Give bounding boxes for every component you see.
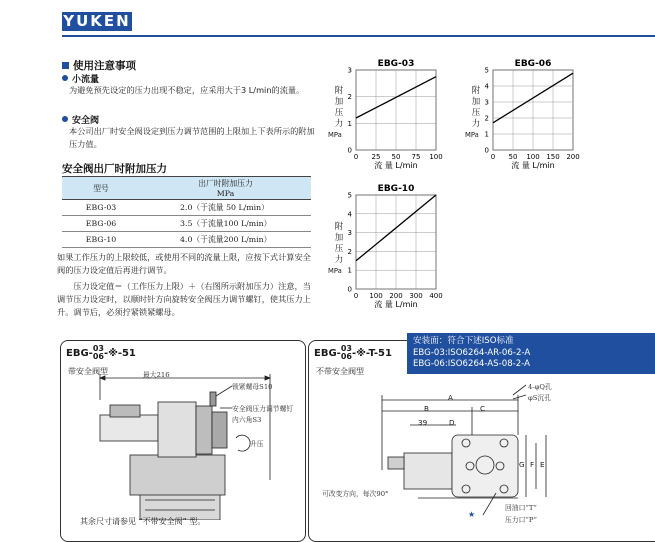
note-2-heading: 安全阀: [62, 113, 99, 126]
x-tick-label: 0: [353, 153, 359, 161]
x-tick-label: 50: [391, 153, 401, 161]
y-tick-label: 0: [484, 146, 489, 155]
y-tick-label: 0: [347, 146, 352, 155]
label-adjust-screw: 安全阀压力调节螺钉: [232, 405, 294, 413]
x-tick-label: 25: [371, 153, 381, 161]
y-tick-label: 1: [484, 130, 489, 139]
chart-3-ylabel: 附加压力: [334, 222, 344, 265]
x-tick-label: 50: [508, 153, 518, 161]
table-row: EBG-10 4.0（于流量200 L/min）: [62, 232, 311, 248]
table-row: EBG-03 2.0（于流量 50 L/min）: [62, 200, 311, 216]
x-tick-label: 100: [369, 292, 383, 300]
label-4q-holes: 4-φQ孔: [528, 383, 552, 391]
y-tick-label: 4: [484, 82, 489, 91]
x-tick-label: 100: [526, 153, 540, 161]
svg-text:★: ★: [468, 510, 476, 519]
left-footer-note: 其余尺寸请参见 “不带安全阀” 型。: [80, 517, 206, 526]
y-tick-label: 2: [484, 114, 489, 123]
y-tick-label: 5: [484, 66, 489, 75]
chart-2-yunit: MPa: [465, 131, 479, 139]
dim-b: B: [424, 404, 429, 413]
x-axis-label: 流 量 L/min: [374, 300, 418, 309]
x-tick-label: 0: [353, 292, 359, 300]
x-axis-label: 流 量 L/min: [511, 161, 555, 170]
chart-1-yunit: MPa: [328, 131, 342, 139]
table-title: 安全阀出厂时附加压力: [62, 163, 167, 175]
chart-title: EBG-10: [377, 184, 415, 194]
x-axis-label: 流 量 L/min: [374, 161, 418, 170]
label-s-counterbore: φS沉孔: [528, 394, 552, 402]
dim-f: F: [530, 460, 535, 469]
y-tick-label: 4: [347, 210, 352, 219]
x-tick-label: 200: [389, 292, 403, 300]
chart-title: EBG-03: [377, 59, 415, 69]
x-tick-label: 400: [429, 292, 443, 300]
dim-g: G: [519, 460, 525, 469]
label-hex-socket: 内六角S3: [232, 416, 262, 424]
dim-e: E: [540, 460, 545, 469]
x-tick-label: 300: [409, 292, 423, 300]
label-return-port: 回油口“T”: [505, 504, 537, 512]
y-tick-label: 1: [347, 119, 352, 128]
y-tick-label: 5: [347, 191, 352, 200]
x-tick-label: 200: [566, 153, 580, 161]
formula-intro: 如果工作压力的上限较低，或使用不同的流量上限，应按下式计算安全阀的压力设定值后再进行调节。: [57, 252, 311, 275]
y-tick-label: 3: [347, 229, 352, 238]
x-tick-label: 0: [490, 153, 496, 161]
left-dim-max: 最大216: [143, 371, 170, 379]
label-locknut: 锁紧螺母S10: [232, 383, 273, 391]
notes-title: 使用注意事项: [62, 58, 136, 73]
y-tick-label: 1: [347, 266, 352, 275]
y-tick-label: 3: [347, 66, 352, 75]
dim-39: 39: [418, 418, 428, 427]
chart-3-yunit: MPa: [328, 267, 342, 275]
note-2-text: 本公司出厂时安全阀设定到压力调节范围的上限加上下表所示的附加压力值。: [69, 126, 315, 149]
right-model-code: EBG- 03 06 -※-T-51: [314, 344, 392, 361]
label-pressure-up: 升压: [250, 440, 264, 448]
table-head-model: 型号: [62, 177, 140, 200]
table-row: EBG-06 3.5（于流量100 L/min）: [62, 216, 311, 232]
valve-top-drawing: [308, 375, 655, 528]
y-tick-label: 3: [484, 98, 489, 107]
chart-1-ylabel: 附加压力: [334, 86, 344, 129]
x-tick-label: 150: [546, 153, 560, 161]
y-tick-label: 2: [347, 247, 352, 256]
table-head-pressure: 出厂时附加压力 MPa: [140, 177, 311, 200]
formula-text: 压力设定值＝（工作压力上限）＋（右图所示附加压力）注意，当调节压力设定时，以顺时针方向旋转安全阀压力调节螺钉，使其压力上升。调节后，必须拧紧锁紧螺母。: [57, 281, 311, 317]
note-1-text: 为避免预先设定的压力出现不稳定，应采用大于3 L/min的流量。: [69, 85, 305, 95]
label-pressure-port: 压力口“P”: [505, 516, 537, 524]
left-subtitle: 带安全阀型: [68, 367, 108, 376]
left-model-code: EBG- 03 06 -※-51: [66, 344, 136, 361]
label-turnable: 可改变方向，每次90°: [322, 490, 389, 498]
note-1-heading: 小流量: [62, 72, 99, 85]
y-tick-label: 2: [347, 93, 352, 102]
yuken-logo: YUKEN: [63, 12, 131, 30]
dim-a: A: [448, 393, 453, 402]
dim-d: D: [449, 418, 455, 427]
iso-mounting-info: 安装面：符合下述ISO标准 EBG-03:ISO6264-AR-06-2-A EBG-06:ISO6264-AS-08-2-A: [407, 333, 655, 374]
chart-2-ylabel: 附加压力: [471, 86, 481, 129]
x-tick-label: 75: [411, 153, 421, 161]
chart-title: EBG-06: [514, 59, 552, 69]
dim-c: C: [480, 404, 486, 413]
x-tick-label: 100: [429, 153, 443, 161]
right-subtitle: 不带安全阀型: [316, 367, 364, 376]
y-tick-label: 0: [347, 285, 352, 294]
